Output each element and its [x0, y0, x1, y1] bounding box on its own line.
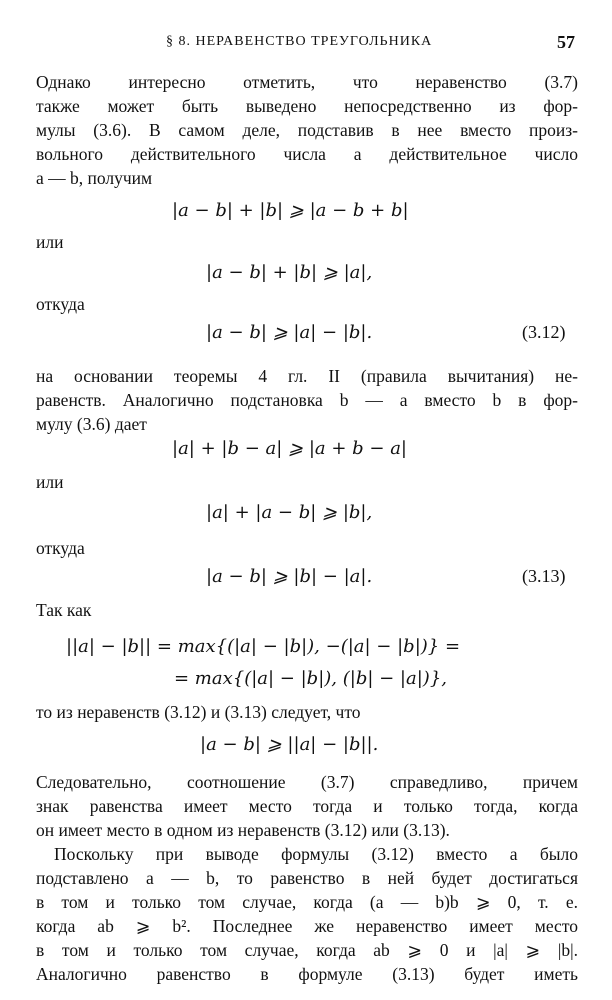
formula-3: |a − b| ⩾ |a| − |b|.: [206, 322, 373, 343]
text-line: мулу (3.6) дает: [36, 414, 147, 434]
text-line: Поскольку при выводе формулы (3.12) вместо a было: [54, 844, 578, 864]
formula-6: |a − b| ⩾ |b| − |a|.: [206, 566, 373, 587]
text-line: в том и только том случае, когда (a — b)b ⩾ 0, т. е.: [36, 892, 578, 912]
text-line: знак равенства имеет место тогда и только тогда, когда: [36, 796, 578, 816]
paragraph-4: [36, 842, 578, 986]
formula-5: |a| + |a − b| ⩾ |b|,: [206, 502, 373, 523]
phrase-tak-kak: Так как: [36, 600, 92, 620]
text-line: вольного действительного числа a действительное число: [36, 144, 578, 164]
text-line: он имеет место в одном из неравенств (3.12) или (3.13).: [36, 820, 450, 840]
running-title: § 8. НЕРАВЕНСТВО ТРЕУГОЛЬНИКА: [166, 34, 433, 49]
text-line: a — b, получим: [36, 168, 153, 188]
paragraph-1: [36, 70, 578, 190]
text-line: подставлено a — b, то равенство в ней будет достигаться: [36, 868, 578, 888]
word-otkuda: откуда: [36, 294, 85, 314]
text-line: в том и только том случае, когда ab ⩾ 0 и |a| ⩾ |b|.: [36, 940, 578, 960]
formula-1: |a − b| + |b| ⩾ |a − b + b|: [172, 200, 409, 221]
text-line: Следовательно, соотношение (3.7) справедливо, причем: [36, 772, 578, 792]
paragraph-3: [36, 770, 578, 842]
text-line: Однако интересно отметить, что неравенство (3.7): [36, 72, 578, 92]
phrase-to-iz: то из неравенств (3.12) и (3.13) следует, что: [36, 702, 361, 722]
text-line: равенств. Аналогично подстановка b — a вместо b в фор-: [36, 390, 578, 410]
text-line: когда ab ⩾ b². Последнее же неравенство имеет место: [36, 916, 578, 936]
text-line: мулы (3.6). В самом деле, подставив в нее вместо произ-: [36, 120, 578, 140]
equation-number-3-12: (3.12): [522, 322, 566, 342]
formula-7b: = max{(|a| − |b|), (|b| − |a|)},: [174, 668, 447, 689]
formula-2: |a − b| + |b| ⩾ |a|,: [206, 262, 373, 283]
word-ili: или: [36, 472, 64, 492]
page-number: 57: [557, 32, 575, 52]
equation-number-3-13: (3.13): [522, 566, 566, 586]
text-line: также может быть выведено непосредственно из фор-: [36, 96, 578, 116]
formula-7a: ||a| − |b|| = max{(|a| − |b|), −(|a| − |b|)} =: [66, 636, 461, 657]
formula-8: |a − b| ⩾ ||a| − |b||.: [200, 734, 379, 755]
word-otkuda: откуда: [36, 538, 85, 558]
text-line: на основании теоремы 4 гл. II (правила вычитания) не-: [36, 366, 578, 386]
formula-4: |a| + |b − a| ⩾ |a + b − a|: [172, 438, 407, 459]
text-line: Аналогично равенство в формуле (3.13) будет иметь: [36, 964, 578, 984]
paragraph-2: [36, 364, 578, 436]
word-ili: или: [36, 232, 64, 252]
